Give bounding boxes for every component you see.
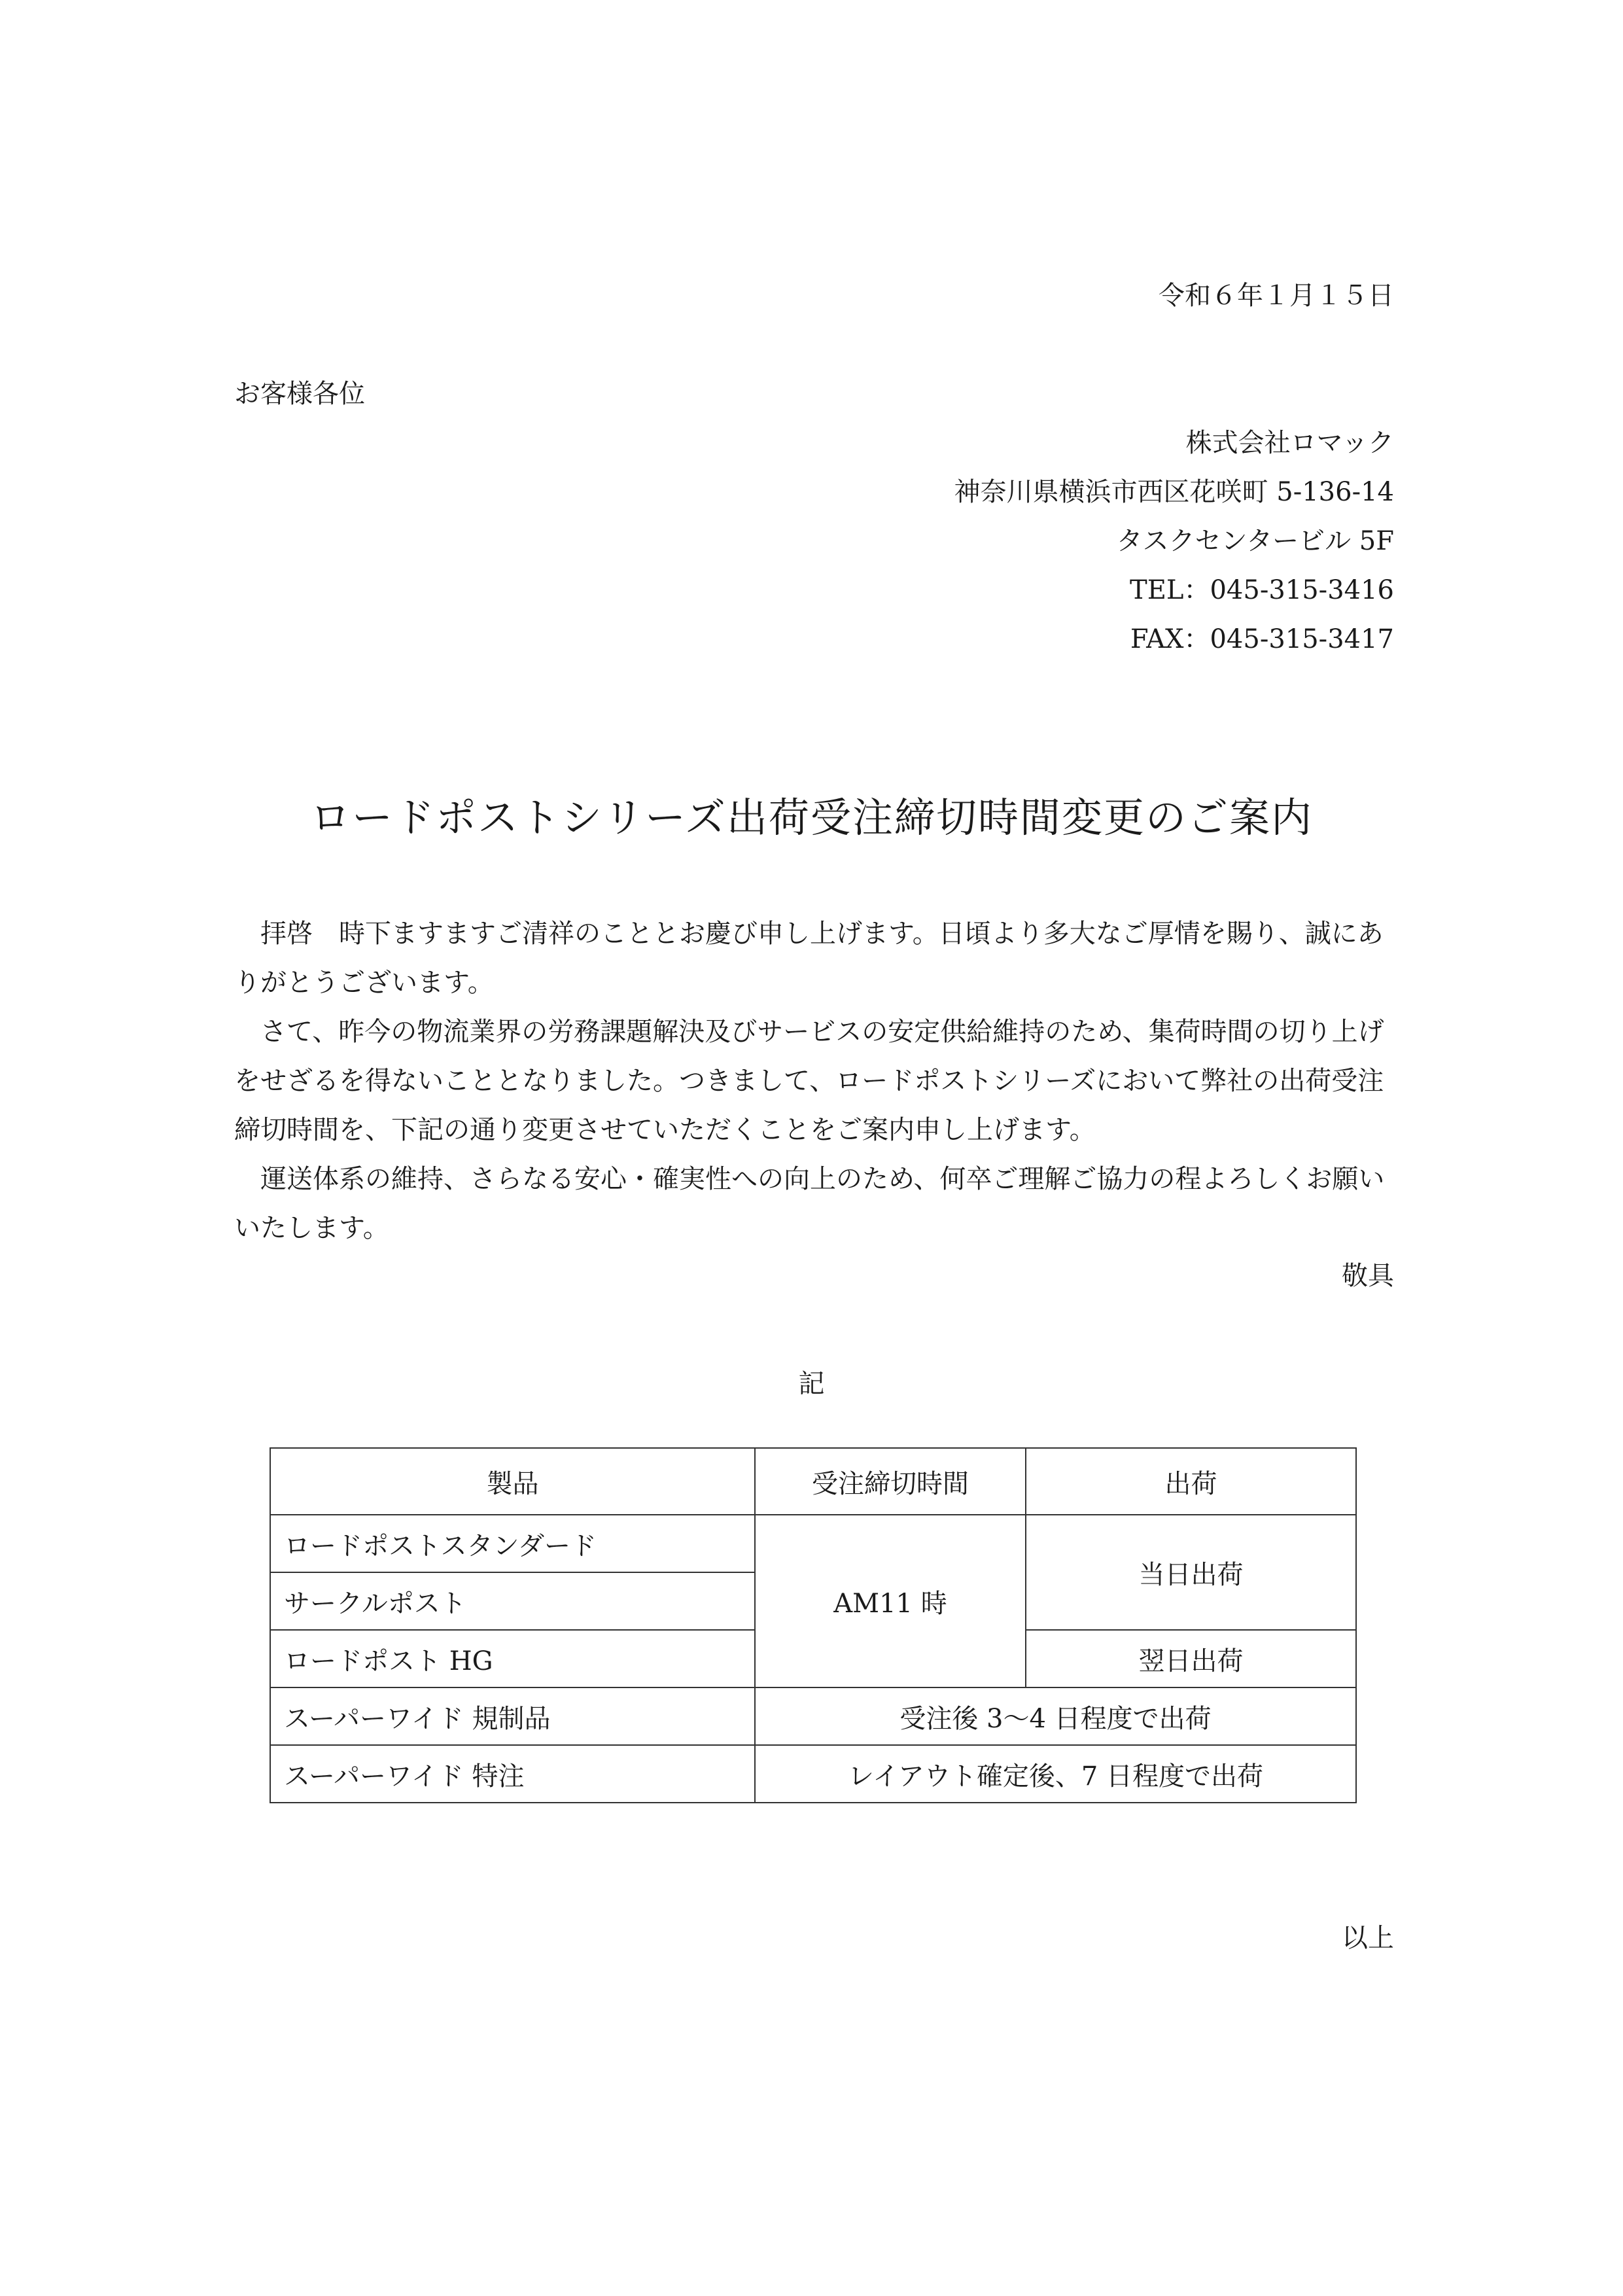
- header-deadline: 受注締切時間: [755, 1448, 1026, 1515]
- product-cell: サークルポスト: [270, 1572, 755, 1630]
- body-text: [234, 910, 1399, 1253]
- superwide-custom-cell: レイアウト確定後、7 日程度で出荷: [755, 1745, 1356, 1803]
- closing-keigu: 敬具: [1342, 1261, 1394, 1291]
- table-row: [270, 1745, 1356, 1803]
- table-row: [270, 1515, 1356, 1572]
- product-cell: スーパーワイド 特注: [270, 1745, 755, 1803]
- table-header-row: [270, 1448, 1356, 1515]
- product-cell: ロードポストスタンダード: [270, 1515, 755, 1572]
- deadline-cell: AM11 時: [755, 1515, 1026, 1687]
- ki-heading: 記: [798, 1369, 825, 1399]
- company-address-line2: タスクセンタービル 5F: [1116, 526, 1394, 556]
- schedule-table: [270, 1447, 1357, 1803]
- document-date: 令和６年１月１５日: [1159, 281, 1394, 311]
- superwide-regulated-cell: 受注後 3〜4 日程度で出荷: [755, 1687, 1356, 1745]
- product-cell: ロードポスト HG: [270, 1630, 755, 1687]
- document-title: ロードポストシリーズ出荷受注締切時間変更のご案内: [310, 794, 1313, 841]
- body-paragraph-greeting: 拝啓 時下ますますご清祥のこととお慶び申し上げます。日頃より多大なご厚情を賜り、誠にありがとうございます。: [234, 919, 1384, 998]
- company-tel: TEL：045-315-3416: [1130, 575, 1394, 605]
- company-name: 株式会社ロマック: [1185, 428, 1394, 458]
- header-product: 製品: [270, 1448, 755, 1515]
- recipient: お客様各位: [234, 379, 365, 409]
- table-row: [270, 1687, 1356, 1745]
- product-cell: スーパーワイド 規制品: [270, 1687, 755, 1745]
- body-paragraph-notice: さて、昨今の物流業界の労務課題解決及びサービスの安定供給維持のため、集荷時間の切り上げをせざるを得ないこととなりました。つきまして、ロードポストシリーズにおいて弊社の出荷受注締切時間を、下記の通り変更させていただくことをご案内申し上げます。: [234, 1017, 1384, 1145]
- closing-ijo: 以上: [1342, 1923, 1394, 1953]
- header-shipping: 出荷: [1026, 1448, 1356, 1515]
- company-fax: FAX：045-315-3417: [1130, 624, 1394, 654]
- company-address-line1: 神奈川県横浜市西区花咲町 5-136-14: [954, 477, 1394, 507]
- shipping-cell-next-day: 翌日出荷: [1026, 1630, 1356, 1687]
- body-paragraph-request: 運送体系の維持、さらなる安心・確実性への向上のため、何卒ご理解ご協力の程よろしくお願いいたします。: [234, 1164, 1385, 1243]
- shipping-cell-same-day: 当日出荷: [1026, 1515, 1356, 1630]
